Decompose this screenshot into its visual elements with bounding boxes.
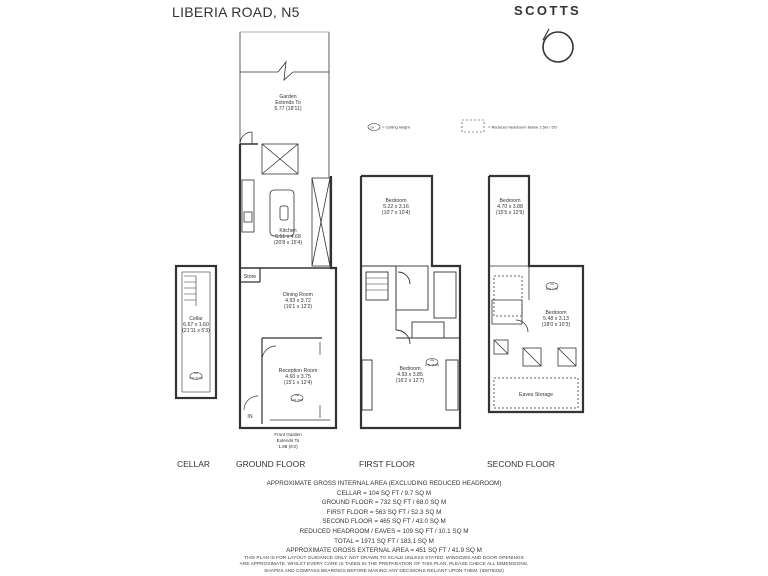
entrance-label: IN bbox=[247, 414, 253, 420]
area-gross-external: APPROXIMATE GROSS EXTERNAL AREA = 451 SQ FT / 41.9 SQ M bbox=[286, 547, 482, 555]
ff-bedroom1-size: 5.22 x 3.16 bbox=[383, 204, 409, 210]
garden-size: 5.77 (18'11) bbox=[274, 106, 302, 112]
disclaimer-line1: THIS PLAN IS FOR LAYOUT GUIDANCE ONLY. NOT DRAWN TO SCALE UNLESS STATED. WINDOWS AND DOOR OPENINGS bbox=[244, 556, 524, 561]
cellar-ch: CH bbox=[193, 371, 199, 375]
garden-label: Garden bbox=[279, 94, 297, 100]
area-ground: GROUND FLOOR = 732 SQ FT / 68.0 SQ M bbox=[321, 499, 447, 507]
ff-bedroom2-imperial: (16'2 x 12'7) bbox=[395, 378, 425, 384]
reduced-headroom-legend-icon bbox=[462, 120, 484, 132]
reception-ch-value: 2.91 (9'6) bbox=[290, 398, 304, 402]
area-summary bbox=[0, 479, 768, 556]
ff-bedroom2-size: 4.93 x 3.85 bbox=[397, 372, 423, 378]
floor-label-cellar: CELLAR bbox=[177, 459, 211, 469]
floor-label-first: FIRST FLOOR bbox=[359, 459, 416, 469]
floor-label-ground: GROUND FLOOR bbox=[236, 459, 306, 469]
disclaimer-line3: SHAPES AND COMPASS BEARINGS BEFORE MAKING ANY DECISIONS RELIANT UPON THEM. (ID878332) bbox=[264, 568, 504, 574]
dining-imperial: (16'1 x 12'2) bbox=[283, 304, 313, 310]
dining-size: 4.93 x 3.72 bbox=[285, 298, 311, 304]
sf-bedroom2-size: 5.48 x 3.13 bbox=[543, 316, 569, 322]
first-floor-partitions bbox=[361, 266, 460, 410]
page-title: LIBERIA ROAD, N5 bbox=[172, 4, 300, 20]
disclaimer-line2: ARE APPROXIMATE. WHILST EVERY CARE IS TAKEN IN THE PREPARATION OF THIS PLAN, PLEASE CHECK ALL DIMENSIONS, bbox=[239, 562, 529, 568]
legend-ch-symbol: CH bbox=[369, 125, 375, 130]
eaves-storage-label: Eaves Storage bbox=[518, 392, 554, 398]
first-floor-outline bbox=[361, 176, 460, 428]
compass-icon bbox=[543, 29, 573, 62]
garden-line2: Extends To bbox=[275, 100, 301, 106]
area-cellar: CELLAR = 104 SQ FT / 9.7 SQ M bbox=[336, 489, 432, 497]
reception-ch: CH bbox=[294, 393, 300, 397]
ff-bedroom2-ch: CH bbox=[429, 358, 435, 362]
front-garden-line1: Front Garden bbox=[274, 432, 302, 437]
area-second: SECOND FLOOR = 465 SQ FT / 43.0 SQ M bbox=[322, 518, 446, 526]
front-garden-line2: Extends To bbox=[276, 438, 300, 443]
kitchen-label: Kitchen bbox=[279, 228, 297, 234]
area-first: FIRST FLOOR = 563 SQ FT / 52.3 SQ M bbox=[326, 508, 442, 516]
sf-bedroom2-ch-value: 2.21 (7'3) bbox=[545, 287, 559, 291]
area-heading: APPROXIMATE GROSS INTERNAL AREA (EXCLUDING REDUCED HEADROOM) bbox=[266, 480, 502, 487]
cellar-size: 6.67 x 1.60 bbox=[183, 322, 209, 328]
sf-bedroom1-label: Bedroom bbox=[499, 198, 521, 204]
sf-bedroom1-imperial: (15'5 x 12'9) bbox=[495, 210, 525, 216]
ff-bedroom2-label: Bedroom bbox=[399, 366, 421, 372]
legend-reduced-label: = Reduced headroom below 1.5m / 5'0 bbox=[488, 124, 557, 130]
brand-logo: SCOTTS bbox=[514, 3, 582, 18]
sf-bedroom1-size: 4.70 x 3.88 bbox=[497, 204, 523, 210]
disclaimer bbox=[0, 556, 768, 575]
dining-label: Dining Room bbox=[283, 292, 313, 298]
cellar-label: Cellar bbox=[189, 316, 203, 322]
sf-bedroom2-imperial: (18'0 x 10'3) bbox=[541, 322, 571, 328]
store-label: Store bbox=[243, 274, 257, 280]
area-total: TOTAL = 1971 SQ FT / 183.1 SQ M bbox=[334, 537, 434, 545]
kitchen-imperial: (20'8 x 15'4) bbox=[273, 240, 303, 246]
sf-bedroom2-label: Bedroom bbox=[545, 310, 567, 316]
area-reduced: REDUCED HEADROOM / EAVES = 109 SQ FT / 10.1 SQ M bbox=[299, 527, 469, 535]
kitchen-size: 6.51 x 4.68 bbox=[275, 234, 301, 240]
reception-label: Reception Room bbox=[278, 368, 318, 374]
kitchen-fixtures bbox=[240, 132, 330, 285]
ff-bedroom1-label: Bedroom bbox=[385, 198, 407, 204]
reception-size: 4.60 x 3.75 bbox=[285, 374, 311, 380]
legend-ceiling-label: = Ceiling height bbox=[382, 124, 410, 130]
ff-bedroom2-ch-value: 2.71 (8'10) bbox=[424, 363, 440, 367]
reception-imperial: (15'1 x 12'4) bbox=[283, 380, 313, 386]
front-garden-size: 1.88 (6'2) bbox=[278, 444, 298, 449]
second-floor-details bbox=[489, 266, 578, 408]
cellar-imperial: (21'11 x 5'3) bbox=[182, 328, 210, 334]
cellar-ch-value: 2.11 (6'11) bbox=[189, 376, 203, 380]
floor-label-second: SECOND FLOOR bbox=[487, 459, 556, 469]
ff-bedroom1-imperial: (10'7 x 10'4) bbox=[381, 210, 411, 216]
sf-bedroom2-ch: CH bbox=[549, 282, 555, 286]
